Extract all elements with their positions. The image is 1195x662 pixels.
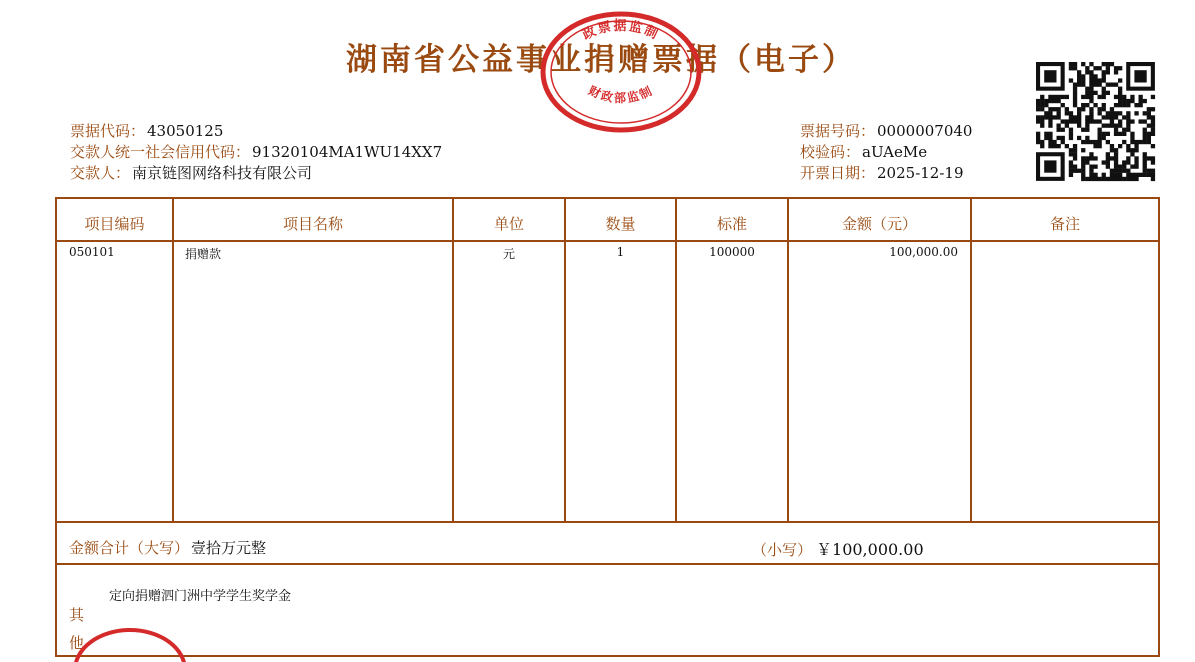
payer-label: 交款人： [70,164,131,182]
cell-standard: 100000 [709,245,755,259]
column-divider [172,199,174,523]
total-lowercase [752,537,924,560]
payer-value: 南京链图网络科技有限公司 [132,164,313,182]
body-divider [57,521,1158,523]
header-unit: 单位 [493,215,524,233]
header-quantity: 数量 [605,215,636,233]
cell-item-name: 捐赠款 [185,247,222,261]
payer-row [70,162,312,183]
seal-bottom-text: 财政部监制 [586,83,656,106]
check-code-row [800,141,927,162]
credit-code-row [70,141,442,162]
items-table [55,197,1160,657]
official-seal-icon [538,8,704,136]
header-amount: 金额（元） [841,215,917,233]
total-uppercase-label: 金额合计（大写） [69,539,190,557]
column-divider [970,199,972,523]
svg-text:政票据监制 [580,18,662,43]
header-item-name: 项目名称 [282,215,343,233]
seal-top-text: 政票据监制 [580,19,662,44]
check-code-value: aUAeMe [862,143,928,161]
credit-code-label: 交款人统一社会信用代码： [70,143,251,161]
bottom-seal-icon [70,622,190,662]
cell-amount: 100,000.00 [889,245,958,259]
bill-number-value: 0000007040 [877,122,973,140]
document-title: 湖南省公益事业捐赠票据（电子） [346,42,856,78]
total-lowercase-label: （小写） [752,541,813,559]
header-item-code: 项目编码 [84,215,145,233]
bill-code-row [70,120,223,141]
total-uppercase [69,537,266,558]
remark-text: 定向捐赠泗门洲中学学生奖学金 [109,589,292,604]
check-code-label: 校验码： [800,143,861,161]
total-uppercase-value: 壹拾万元整 [191,539,267,557]
bill-number-label: 票据号码： [800,122,876,140]
issue-date-value: 2025-12-19 [877,164,964,182]
qr-code-icon [1036,62,1158,182]
bill-number-row [800,120,972,141]
bill-code-value: 43050125 [147,122,224,140]
header-divider [57,240,1158,242]
issue-date-row [800,162,964,183]
other-label: 其他 [69,606,85,652]
issue-date-label: 开票日期： [800,164,876,182]
credit-code-value: 91320104MA1WU14XX7 [252,143,443,161]
totals-divider [57,563,1158,565]
total-lowercase-value: ￥100,000.00 [816,540,924,559]
svg-text:财政部监制 [586,82,656,105]
header-note: 备注 [1049,215,1080,233]
header-standard: 标准 [716,215,747,233]
cell-quantity: 1 [616,245,625,259]
cell-unit: 元 [502,247,515,261]
bill-code-label: 票据代码： [70,122,146,140]
cell-item-code: 050101 [69,245,115,259]
